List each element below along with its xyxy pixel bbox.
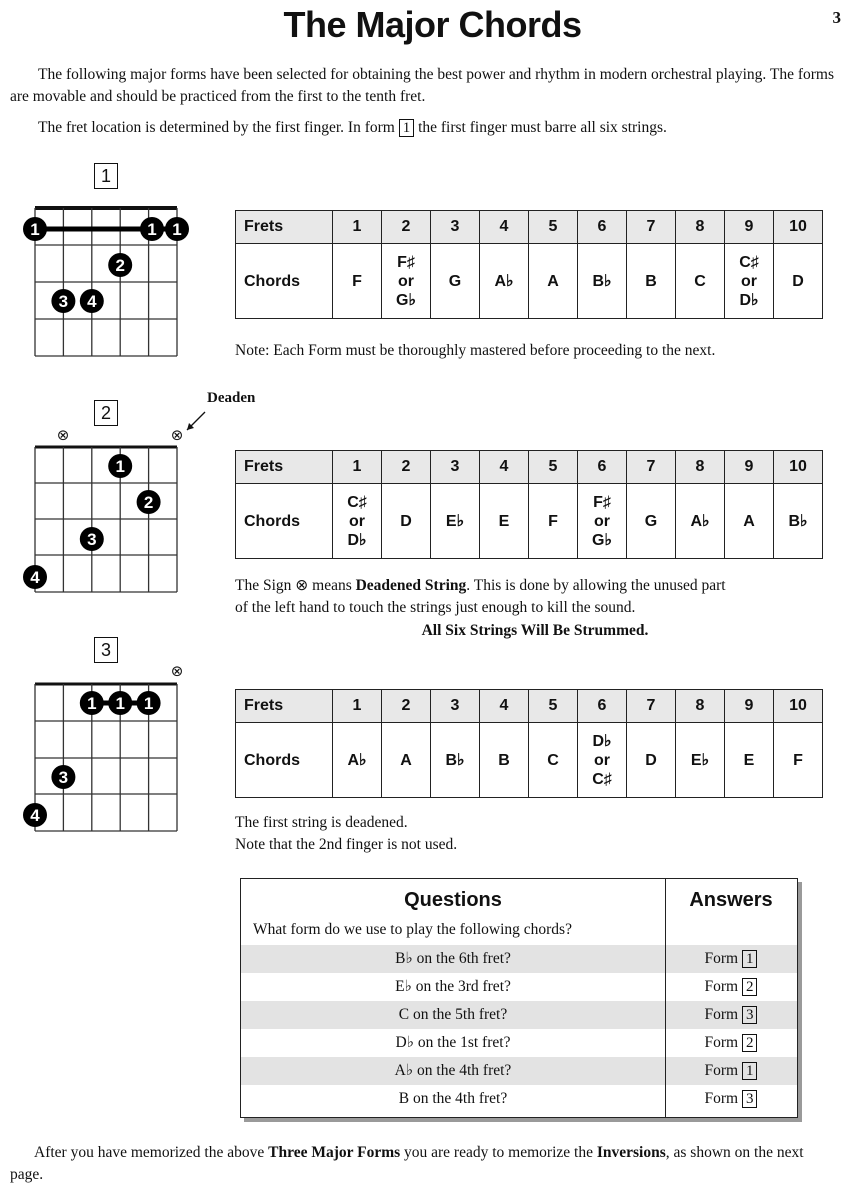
deaden-symbol-1st: ⊗ bbox=[170, 426, 184, 444]
chord-cell: D bbox=[774, 244, 823, 319]
deaden-symbol-6th: ⊗ bbox=[56, 426, 70, 444]
intro-paragraph: The following major forms have been selected for obtaining the best power and rhythm in modern orchestral playing. The forms are movable and should be practiced from the first to the tenth fret. bbox=[10, 66, 835, 105]
fret-cell: 2 bbox=[382, 451, 431, 484]
finger-3-marker bbox=[80, 527, 104, 551]
chord-cell: E♭ bbox=[676, 723, 725, 798]
quiz-answer: Form 3 bbox=[665, 1085, 797, 1113]
fret-cell: 8 bbox=[676, 451, 725, 484]
quiz-question: C on the 5th fret? bbox=[398, 1006, 508, 1023]
svg-text:3: 3 bbox=[87, 530, 97, 549]
quiz-question: E♭ on the 3rd fret? bbox=[395, 978, 511, 995]
quiz-answer: Form 1 bbox=[665, 945, 797, 973]
chord-cell: A bbox=[382, 723, 431, 798]
fret-cell: 1 bbox=[333, 211, 382, 244]
form-3-chord-diagram bbox=[10, 655, 210, 835]
svg-text:2: 2 bbox=[143, 493, 154, 512]
chord-cell: E bbox=[725, 723, 774, 798]
finger-2-marker bbox=[137, 490, 161, 514]
fret-cell: 6 bbox=[578, 451, 627, 484]
fret-cell: 10 bbox=[774, 211, 823, 244]
fret-location-text: The fret location is determined by the first finger. In form bbox=[38, 119, 395, 136]
chords-header: Chords bbox=[236, 244, 333, 319]
barre-finger-1-mid bbox=[140, 217, 164, 241]
fret-cell: 4 bbox=[480, 690, 529, 723]
fret-cell: 8 bbox=[676, 690, 725, 723]
svg-text:1: 1 bbox=[147, 220, 157, 239]
fret-cell: 5 bbox=[529, 451, 578, 484]
quiz-question: B♭ on the 6th fret? bbox=[395, 950, 511, 967]
fret-cell: 3 bbox=[431, 690, 480, 723]
fret-location-text-end: the first finger must barre all six strings. bbox=[418, 119, 667, 136]
fret-cell: 7 bbox=[627, 451, 676, 484]
finger-4-marker bbox=[23, 803, 47, 827]
fret-cell: 3 bbox=[431, 451, 480, 484]
svg-text:1: 1 bbox=[87, 694, 97, 713]
barre-finger-1-mid bbox=[108, 691, 132, 715]
finger-4-marker bbox=[80, 289, 104, 313]
fret-location-paragraph bbox=[38, 117, 848, 139]
fret-cell: 5 bbox=[529, 211, 578, 244]
chord-cell: A♭ bbox=[480, 244, 529, 319]
finger-1-marker bbox=[108, 454, 132, 478]
chord-cell: B♭ bbox=[774, 484, 823, 559]
quiz-prompt: What form do we use to play the following chords? bbox=[253, 921, 572, 938]
fret-cell: 1 bbox=[333, 690, 382, 723]
form-2-chord-diagram bbox=[10, 400, 250, 587]
fret-cell: 5 bbox=[529, 690, 578, 723]
inline-form-box: 1 bbox=[399, 119, 415, 137]
barre-finger-1-right bbox=[137, 691, 161, 715]
finger-3-marker bbox=[51, 289, 75, 313]
chord-cell: F bbox=[774, 723, 823, 798]
quiz-question: D♭ on the 1st fret? bbox=[395, 1034, 511, 1051]
chord-cell: A bbox=[529, 244, 578, 319]
barre-finger-1-left bbox=[23, 217, 47, 241]
form-2-chord-table bbox=[235, 450, 823, 559]
fret-cell: 1 bbox=[333, 451, 382, 484]
form-3-label: 3 bbox=[94, 637, 118, 663]
svg-text:1: 1 bbox=[30, 220, 40, 239]
fret-cell: 2 bbox=[382, 211, 431, 244]
chord-cell: C♯ or D♭ bbox=[333, 484, 382, 559]
chord-cell: G bbox=[431, 244, 480, 319]
fret-cell: 4 bbox=[480, 451, 529, 484]
fret-cell: 7 bbox=[627, 690, 676, 723]
chord-cell: C bbox=[676, 244, 725, 319]
fret-cell: 6 bbox=[578, 690, 627, 723]
questions-header: Questions bbox=[404, 889, 502, 911]
fret-cell: 6 bbox=[578, 211, 627, 244]
chord-cell: B bbox=[480, 723, 529, 798]
quiz-answer: Form 1 bbox=[665, 1057, 797, 1085]
svg-text:1: 1 bbox=[115, 457, 125, 476]
quiz-row bbox=[241, 1057, 797, 1085]
fret-cell: 3 bbox=[431, 211, 480, 244]
svg-text:1: 1 bbox=[115, 694, 125, 713]
finger-3-marker bbox=[51, 765, 75, 789]
form-3-chord-table bbox=[235, 689, 823, 798]
chord-cell: A♭ bbox=[333, 723, 382, 798]
finger-4-marker bbox=[23, 565, 47, 589]
chord-cell: D bbox=[382, 484, 431, 559]
page-title: The Major Chords bbox=[283, 4, 582, 45]
closing-paragraph: After you have memorized the above Three Major Forms you are ready to memorize the Inversions, as shown on the next page. bbox=[10, 1144, 804, 1183]
quiz-answer: Form 2 bbox=[665, 973, 797, 1001]
chord-cell: F bbox=[529, 484, 578, 559]
svg-text:4: 4 bbox=[87, 292, 97, 311]
chords-header: Chords bbox=[236, 484, 333, 559]
chord-cell: E♭ bbox=[431, 484, 480, 559]
quiz-row bbox=[241, 973, 797, 1001]
frets-header: Frets bbox=[236, 451, 333, 484]
chord-cell: F♯ or G♭ bbox=[578, 484, 627, 559]
fret-cell: 10 bbox=[774, 451, 823, 484]
quiz-answer: Form 2 bbox=[665, 1029, 797, 1057]
svg-text:1: 1 bbox=[143, 694, 154, 713]
frets-header: Frets bbox=[236, 690, 333, 723]
fret-cell: 9 bbox=[725, 211, 774, 244]
chord-cell: C♯ or D♭ bbox=[725, 244, 774, 319]
form-2-note: The Sign ⊗ means Deadened String. This is done by allowing the unused part of the left hand to touch the strings just enough to kill the sound. bbox=[235, 577, 726, 616]
svg-text:4: 4 bbox=[30, 806, 40, 825]
quiz-row bbox=[241, 945, 797, 973]
fret-cell: 7 bbox=[627, 211, 676, 244]
fret-cell: 4 bbox=[480, 211, 529, 244]
chord-cell: B♭ bbox=[431, 723, 480, 798]
svg-text:1: 1 bbox=[172, 220, 182, 239]
chord-cell: F♯ or G♭ bbox=[382, 244, 431, 319]
quiz-row bbox=[241, 1029, 797, 1057]
form-3-note: The first string is deadened. Note that the 2nd finger is not used. bbox=[235, 814, 458, 853]
svg-text:4: 4 bbox=[30, 568, 40, 587]
answers-header: Answers bbox=[689, 889, 773, 911]
chord-cell: D♭ or C♯ bbox=[578, 723, 627, 798]
quiz-box bbox=[240, 878, 798, 1118]
fret-cell: 10 bbox=[774, 690, 823, 723]
chord-cell: D bbox=[627, 723, 676, 798]
quiz-row bbox=[241, 1001, 797, 1029]
svg-text:2: 2 bbox=[115, 256, 125, 275]
svg-text:3: 3 bbox=[58, 768, 69, 787]
form-2-label: 2 bbox=[94, 400, 118, 426]
fret-cell: 2 bbox=[382, 690, 431, 723]
chord-cell: C bbox=[529, 723, 578, 798]
fret-cell: 8 bbox=[676, 211, 725, 244]
deaden-symbol-1st: ⊗ bbox=[170, 662, 184, 680]
form-2-strum-note: All Six Strings Will Be Strummed. bbox=[421, 622, 649, 639]
finger-2-marker bbox=[108, 253, 132, 277]
form-1-label: 1 bbox=[94, 163, 118, 189]
barre-finger-1-left bbox=[80, 691, 104, 715]
fret-cell: 9 bbox=[725, 690, 774, 723]
frets-header: Frets bbox=[236, 211, 333, 244]
form-1-chord-table bbox=[235, 210, 823, 319]
chord-cell: A bbox=[725, 484, 774, 559]
quiz-divider bbox=[665, 879, 666, 1117]
deaden-label: Deaden bbox=[207, 390, 256, 406]
form-1-note: Note: Each Form must be thoroughly mastered before proceeding to the next. bbox=[235, 342, 716, 359]
quiz-answer: Form 3 bbox=[665, 1001, 797, 1029]
quiz-row bbox=[241, 1085, 797, 1113]
svg-text:3: 3 bbox=[58, 292, 69, 311]
page-number: 3 bbox=[832, 8, 841, 27]
chord-cell: G bbox=[627, 484, 676, 559]
chord-cell: F bbox=[333, 244, 382, 319]
quiz-question: B on the 4th fret? bbox=[398, 1090, 508, 1107]
form-1-chord-diagram bbox=[10, 198, 210, 378]
barre-finger-1-right bbox=[165, 217, 189, 241]
chords-header: Chords bbox=[236, 723, 333, 798]
chord-cell: B bbox=[627, 244, 676, 319]
chord-cell: E bbox=[480, 484, 529, 559]
fret-cell: 9 bbox=[725, 451, 774, 484]
chord-cell: B♭ bbox=[578, 244, 627, 319]
quiz-question: A♭ on the 4th fret? bbox=[394, 1062, 512, 1079]
chord-cell: A♭ bbox=[676, 484, 725, 559]
